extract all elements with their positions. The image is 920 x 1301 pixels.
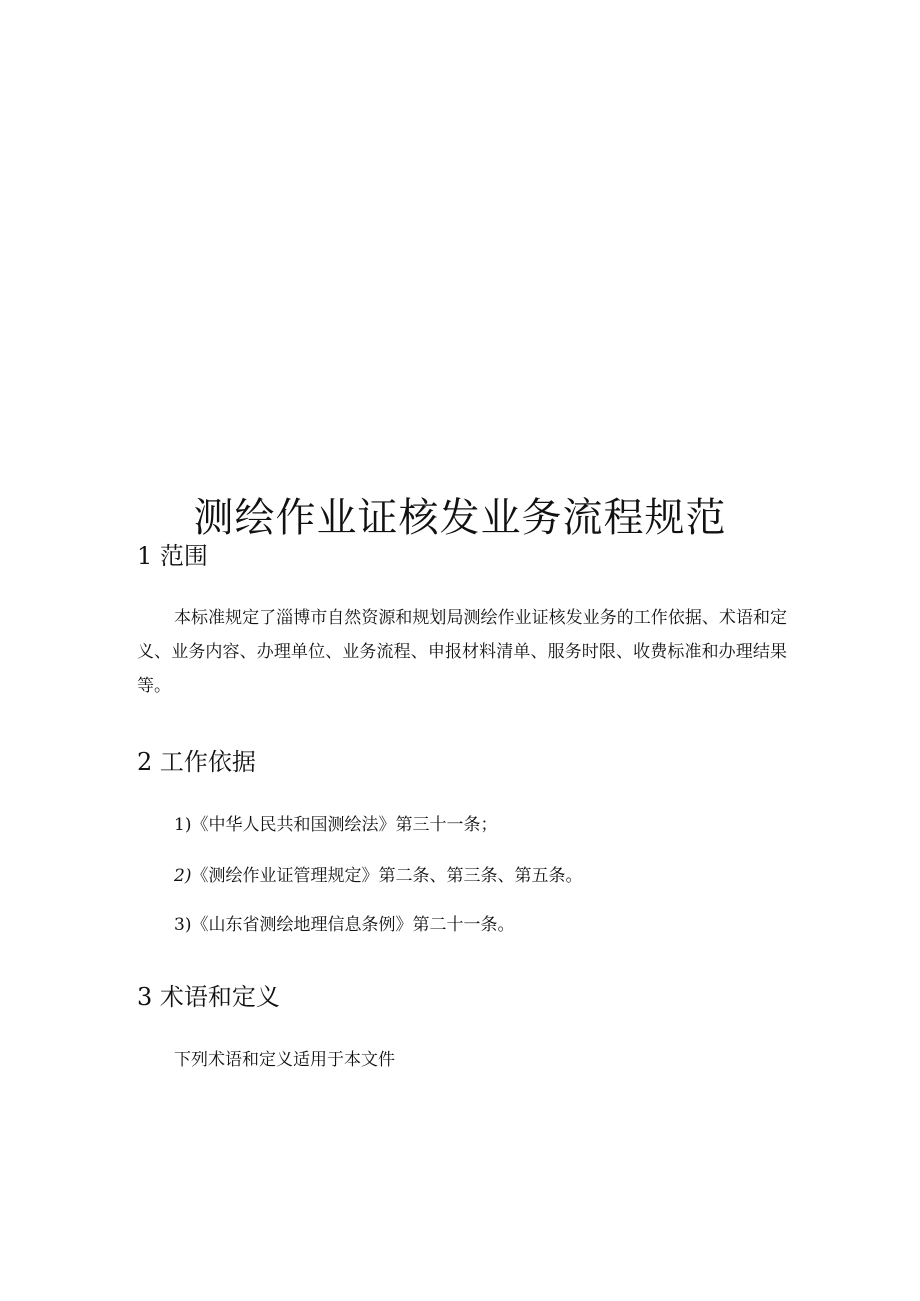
basis-item-3 [174,911,514,939]
basis-item-1-number: 1) [174,815,192,835]
section-heading-terms: 3 术语和定义 [137,983,280,1011]
section-heading-scope: 1 范围 [137,542,208,570]
basis-item-2-number: 2) [174,866,192,886]
basis-item-2-text: 《测绘作业证管理规定》第二条、第三条、第五条。 [191,866,583,886]
terms-paragraph: 下列术语和定义适用于本文件 [174,1050,395,1070]
basis-item-1 [174,811,497,839]
basis-item-2 [174,862,582,890]
basis-item-3-number: 3) [174,915,192,935]
document-title: 测绘作业证核发业务流程规范 [193,495,727,541]
basis-item-3-text: 《山东省测绘地理信息条例》第二十一条。 [191,915,515,935]
section-heading-basis: 2 工作依据 [137,748,256,776]
scope-paragraph: 本标准规定了淄博市自然资源和规划局测绘作业证核发业务的工作依据、术语和定义、业务内容、办理单位、业务流程、申报材料清单、服务时限、收费标准和办理结果等。 [137,608,787,696]
basis-item-1-text: 《中华人民共和国测绘法》第三十一条； [191,815,498,835]
